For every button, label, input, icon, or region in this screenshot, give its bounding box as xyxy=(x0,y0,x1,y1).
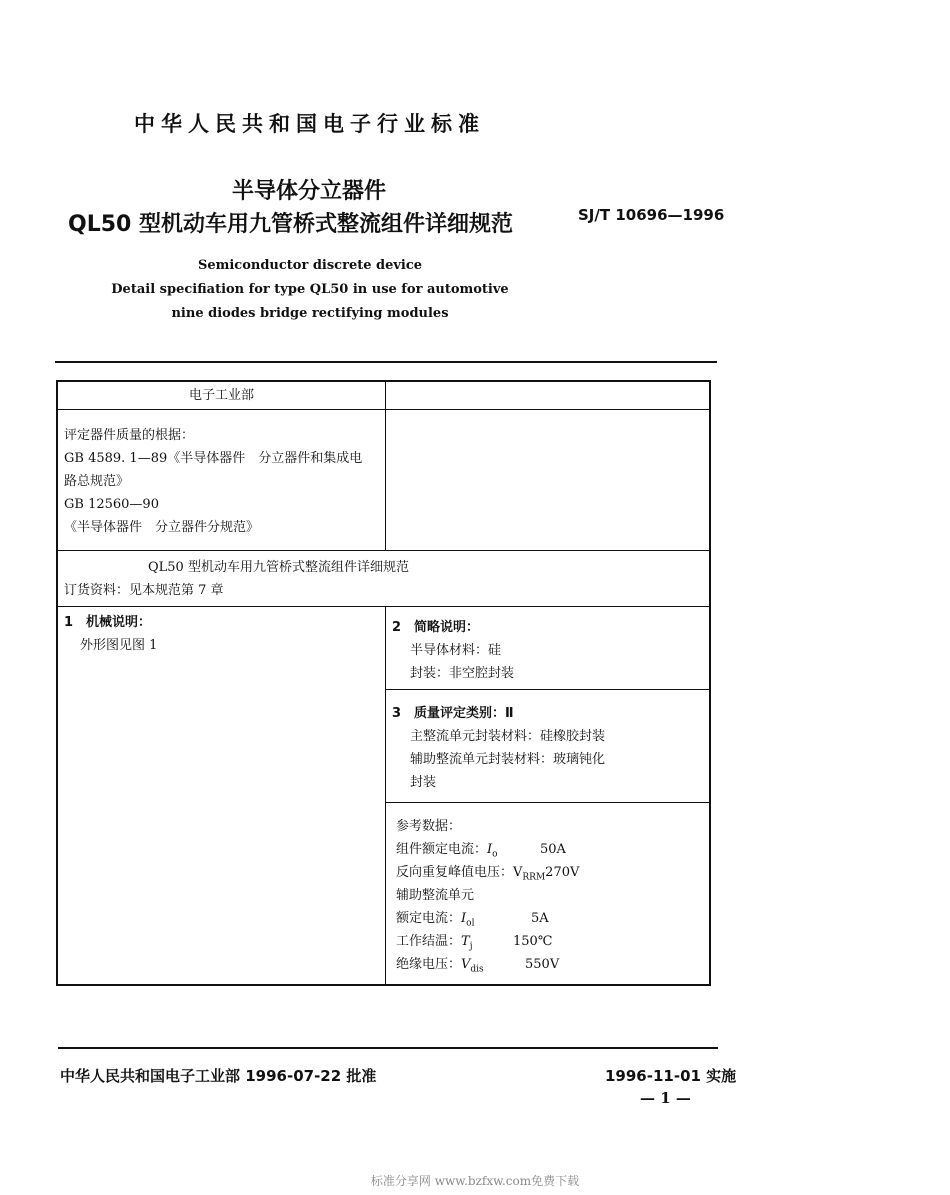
ref-label: 组件额定电流： xyxy=(396,842,488,857)
quality-line: 主整流单元封装材料：硅橡胶封装 xyxy=(410,729,606,744)
spec-title-cell: QL50 型机动车用九管桥式整流组件详细规范 xyxy=(148,560,409,575)
divider xyxy=(58,606,709,607)
ref-value: 270V xyxy=(545,865,580,880)
bottom-rule xyxy=(58,1047,718,1049)
basis-line: 评定器件质量的根据： xyxy=(64,428,195,443)
brief-line: 半导体材料：硅 xyxy=(410,643,502,658)
ref-value: 150℃ xyxy=(513,934,553,949)
ref-label: 工作结温： xyxy=(396,934,462,949)
quality-heading: 3 质量评定类别：Ⅱ xyxy=(392,706,514,721)
basis-line: 路总规范》 xyxy=(64,474,130,489)
top-rule xyxy=(55,361,717,363)
ref-heading: 参考数据： xyxy=(396,819,462,834)
ref-subscript: j xyxy=(469,941,473,952)
quality-line: 辅助整流单元封装材料：玻璃钝化 xyxy=(410,752,606,767)
english-title-line2: Detail specifiation for type QL50 in use for automotive xyxy=(111,282,509,297)
effective-date: 1996-11-01 实施 xyxy=(605,1067,737,1085)
ordering-info: 订货资料：见本规范第 7 章 xyxy=(64,583,224,598)
divider xyxy=(385,606,386,984)
english-title-line1: Semiconductor discrete device xyxy=(197,258,423,273)
ref-label: 额定电流： xyxy=(396,911,462,926)
standard-code: SJ/T 10696—1996 xyxy=(578,206,725,224)
page-number: — 1 — xyxy=(640,1089,691,1107)
divider xyxy=(385,802,709,803)
ref-value: 550V xyxy=(525,957,560,972)
spec-table xyxy=(56,380,711,986)
ref-subscript: dis xyxy=(470,964,484,975)
mech-text: 外形图见图 1 xyxy=(80,638,158,653)
english-title-line3: nine diodes bridge rectifying modules xyxy=(171,306,449,321)
ref-symbol: I xyxy=(461,911,467,926)
divider xyxy=(58,550,709,551)
mech-heading: 1 机械说明： xyxy=(64,615,152,630)
watermark: 标准分享网 www.bzfxw.com免费下载 xyxy=(370,1174,580,1188)
ref-aux-label: 辅助整流单元 xyxy=(396,888,475,903)
ref-subscript: RRM xyxy=(522,872,546,883)
divider xyxy=(385,689,709,690)
org-title: 中华人民共和国电子行业标准 xyxy=(134,112,485,136)
brief-line: 封装：非空腔封装 xyxy=(410,666,515,681)
ref-subscript: ol xyxy=(466,918,475,929)
basis-line: GB 12560—90 xyxy=(64,497,159,512)
basis-line: 《半导体器件 分立器件分规范》 xyxy=(64,520,260,535)
ref-symbol: I xyxy=(487,842,493,857)
issuer-cell: 电子工业部 xyxy=(188,388,254,403)
quality-line: 封装 xyxy=(410,775,437,790)
doc-title-line1: 半导体分立器件 xyxy=(232,179,387,204)
basis-line: GB 4589. 1—89《半导体器件 分立器件和集成电 xyxy=(64,451,363,466)
ref-label: 反向重复峰值电压：V xyxy=(396,865,523,880)
ref-label: 绝缘电压： xyxy=(396,957,462,972)
approval-line: 中华人民共和国电子工业部 1996-07-22 批准 xyxy=(60,1067,377,1085)
divider xyxy=(58,409,709,410)
ref-subscript: o xyxy=(492,849,498,860)
ref-iso-voltage xyxy=(396,953,484,982)
ref-symbol: V xyxy=(461,957,471,972)
ref-value: 50A xyxy=(540,842,566,857)
ref-symbol: T xyxy=(461,934,470,949)
doc-title-line2: QL50 型机动车用九管桥式整流组件详细规范 xyxy=(68,212,513,237)
brief-heading: 2 简略说明： xyxy=(392,620,480,635)
ref-value: 5A xyxy=(531,911,549,926)
divider xyxy=(385,382,386,550)
